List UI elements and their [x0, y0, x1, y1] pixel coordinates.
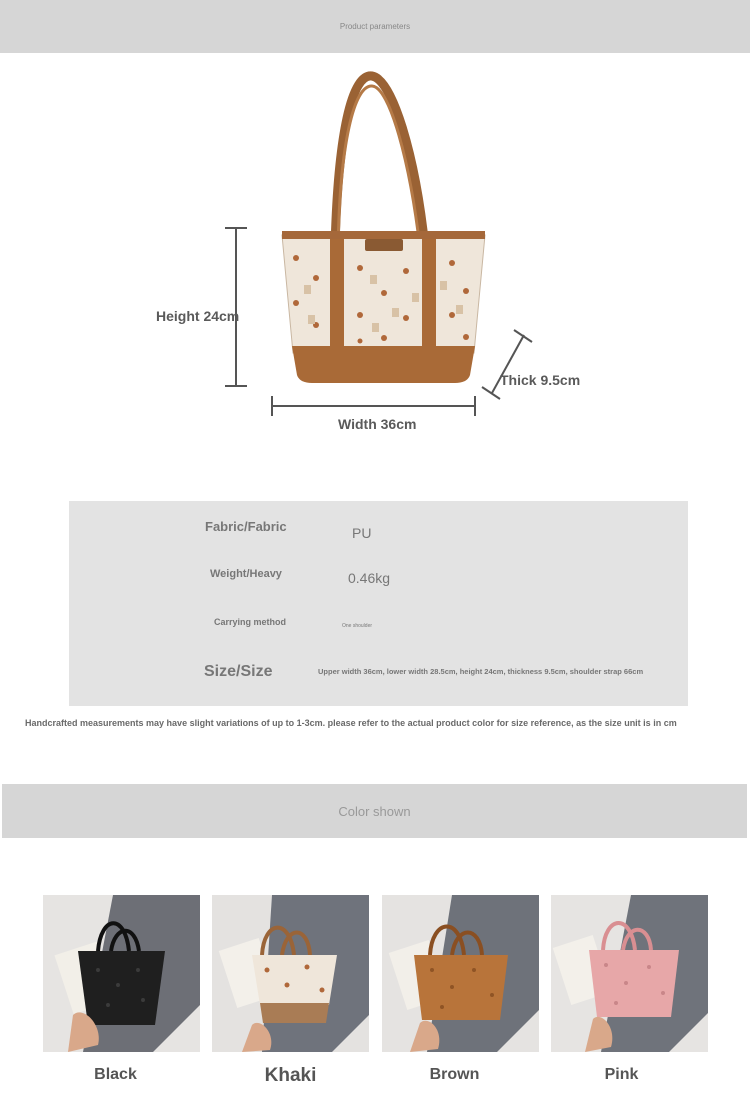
- product-parameters-banner: [0, 0, 750, 53]
- swatch-label-brown: Brown: [429, 1066, 480, 1083]
- param-key-size: Size/Size: [204, 663, 273, 680]
- param-value-weight: 0.46kg: [348, 570, 391, 586]
- swatch-label-pink: Pink: [604, 1066, 639, 1083]
- parameters-table: [69, 501, 688, 706]
- banner-title: Product parameters: [339, 22, 411, 31]
- param-key-carrying: Carrying method: [214, 617, 287, 627]
- pink-bag-photo: [551, 895, 708, 1052]
- color-shown-banner: [2, 784, 747, 838]
- dimension-diagram: [0, 53, 750, 473]
- param-key-fabric: Fabric/Fabric: [205, 519, 287, 534]
- swatch-label-black: Black: [94, 1066, 137, 1083]
- thickness-label: Thick 9.5cm: [500, 372, 581, 388]
- swatch-black[interactable]: [43, 895, 200, 1052]
- width-label: Width 36cm: [338, 416, 417, 432]
- tote-bag-illustration: [0, 53, 750, 473]
- param-key-weight: Weight/Heavy: [210, 568, 282, 580]
- swatch-brown[interactable]: [382, 895, 539, 1052]
- black-bag-photo: [43, 895, 200, 1052]
- param-value-size: Upper width 36cm, lower width 28.5cm, height 24cm, thickness 9.5cm, shoulder strap 66cm: [318, 667, 644, 676]
- swatch-label-khaki: Khaki: [264, 1065, 317, 1086]
- height-label: Height 24cm: [156, 308, 240, 324]
- param-value-carrying: One shoulder: [342, 623, 373, 629]
- color-section-title: Color shown: [338, 803, 411, 819]
- brown-bag-photo: [382, 895, 539, 1052]
- khaki-bag-photo: [212, 895, 369, 1052]
- swatch-pink[interactable]: [551, 895, 708, 1052]
- swatch-khaki[interactable]: [212, 895, 369, 1052]
- measurement-note: Handcrafted measurements may have slight variations of up to 1-3cm. please refer to the actual product color for size reference, as the size unit is in cm: [25, 718, 677, 728]
- param-value-fabric: PU: [352, 525, 372, 541]
